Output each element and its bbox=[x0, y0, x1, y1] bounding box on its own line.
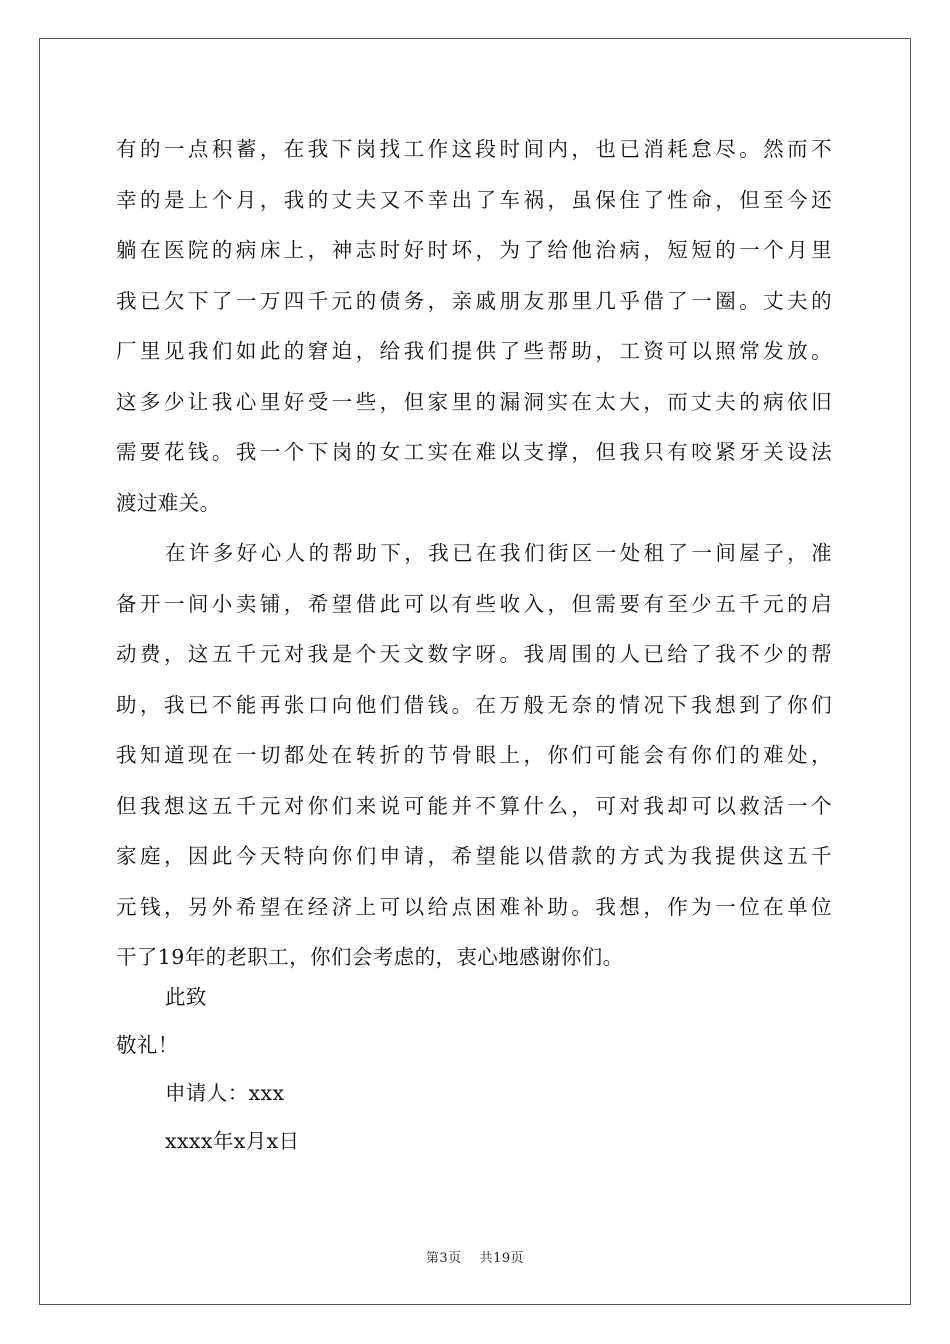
total-pages: 共19页 bbox=[479, 1251, 525, 1266]
applicant-signature: 申请人：xxx bbox=[165, 1081, 285, 1105]
body-line: 动费，这五千元对我是个天文数字呀。我周围的人已给了我不少的帮 bbox=[116, 642, 832, 666]
letter-closing bbox=[116, 973, 716, 1165]
page-number: 第3页 bbox=[425, 1251, 462, 1266]
body-line: 厂里见我们如此的窘迫，给我们提供了些帮助，工资可以照常发放。 bbox=[116, 339, 832, 363]
body-line: 干了19年的老职工，你们会考虑的，衷心地感谢你们。 bbox=[116, 945, 624, 969]
page-footer bbox=[0, 1247, 950, 1266]
body-line: 我知道现在一切都处在转折的节骨眼上，你们可能会有你们的难处， bbox=[116, 743, 832, 767]
body-line: 躺在医院的病床上，神志时好时坏，为了给他治病，短短的一个月里 bbox=[116, 238, 832, 262]
body-line: 助，我已不能再张口向他们借钱。在万般无奈的情况下我想到了你们 bbox=[116, 692, 832, 717]
body-line: 渡过难关。 bbox=[116, 490, 221, 515]
body-line: 幸的是上个月，我的丈夫又不幸出了车祸，虽保住了性命，但至今还 bbox=[116, 187, 832, 212]
body-line: 这多少让我心里好受一些，但家里的漏洞实在太大，而丈夫的病依旧 bbox=[116, 389, 832, 414]
body-line: 有的一点积蓄，在我下岗找工作这段时间内，也已消耗怠尽。然而不 bbox=[116, 137, 832, 161]
regards: 敬礼！ bbox=[116, 1033, 179, 1057]
letter-date: xxxx年x月x日 bbox=[165, 1129, 300, 1153]
body-line: 家庭，因此今天特向你们申请，希望能以借款的方式为我提供这五千 bbox=[116, 844, 832, 868]
body-line: 备开一间小卖铺，希望借此可以有些收入，但需要有至少五千元的启 bbox=[116, 591, 832, 616]
body-line: 我已欠下了一万四千元的债务，亲戚朋友那里几乎借了一圈。丈夫的 bbox=[116, 288, 832, 313]
salutation: 此致 bbox=[165, 985, 207, 1009]
body-line: 元钱，另外希望在经济上可以给点困难补助。我想，作为一位在单位 bbox=[116, 894, 832, 919]
letter-body bbox=[116, 124, 836, 983]
body-line: 但我想这五千元对你们来说可能并不算什么，可对我却可以救活一个 bbox=[116, 793, 832, 818]
paragraph-start-line: 在许多好心人的帮助下，我已在我们街区一处租了一间屋子，准 bbox=[165, 541, 832, 565]
body-line: 需要花钱。我一个下岗的女工实在难以支撑，但我只有咬紧牙关设法 bbox=[116, 440, 832, 464]
